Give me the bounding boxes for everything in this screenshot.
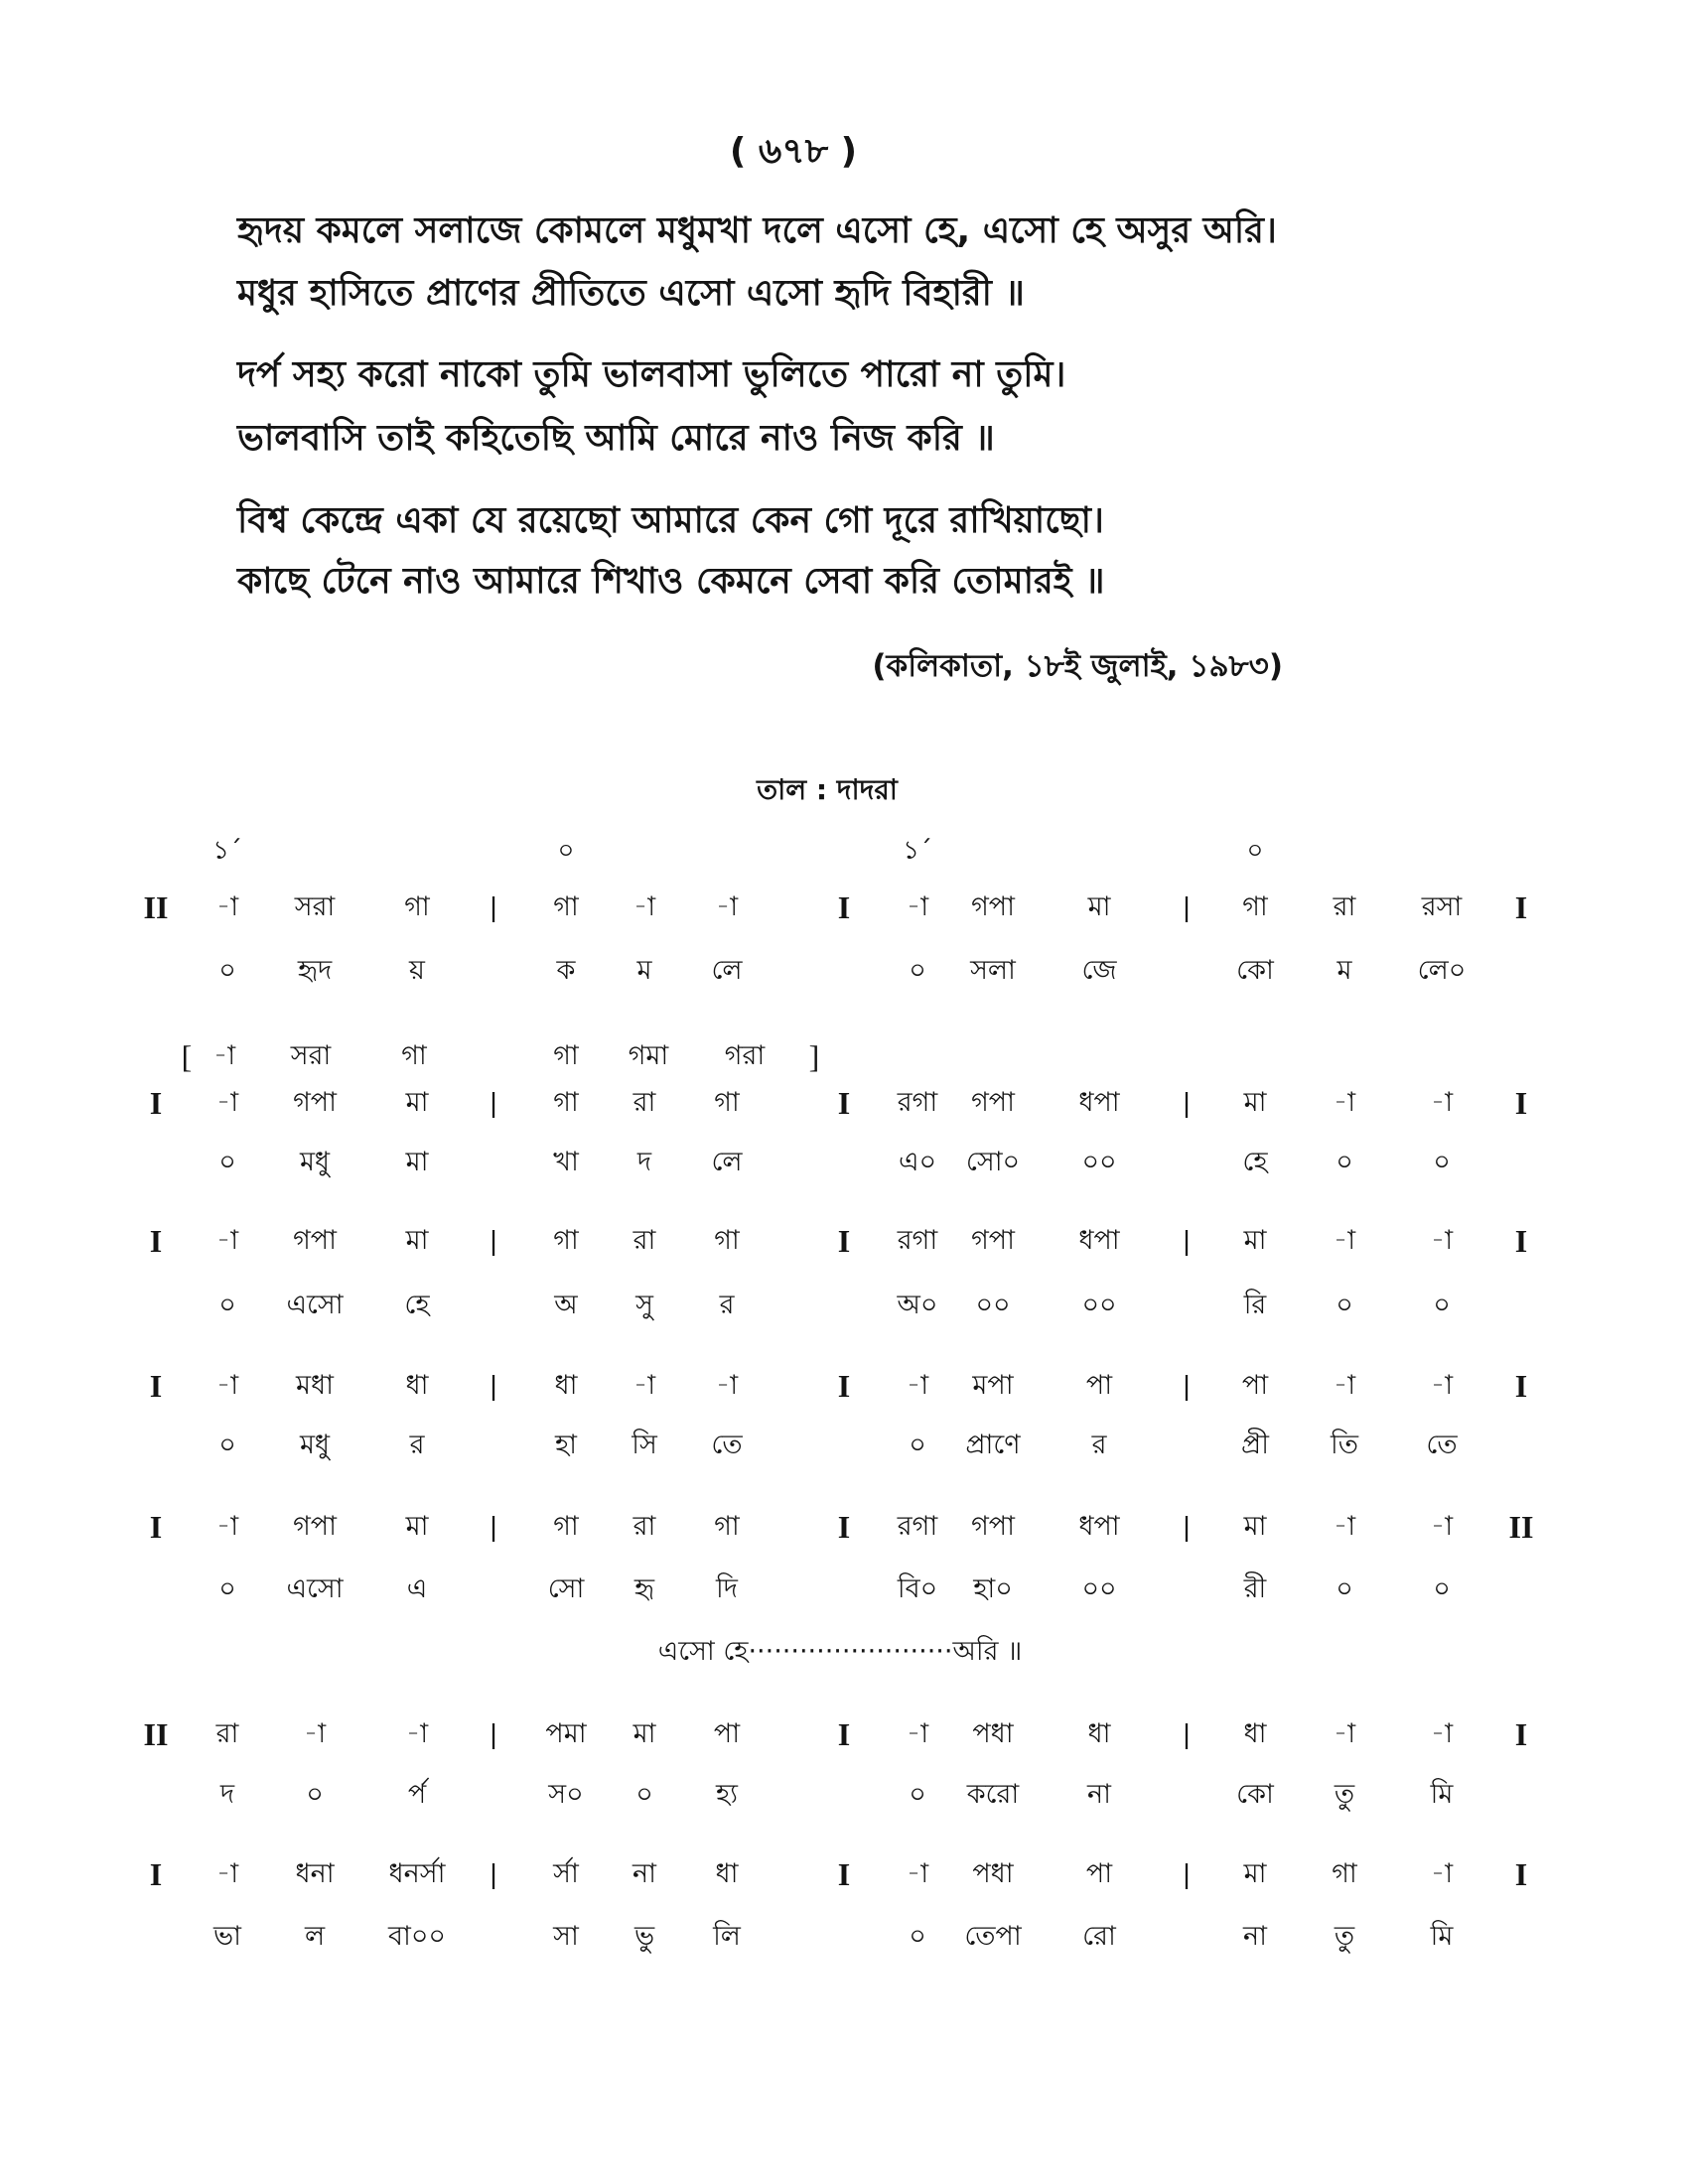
beat-mark: ১´: [903, 836, 932, 866]
place-date: (কলিকাতা, ১৮ই জুলাই, ১৯৮৩): [872, 648, 1283, 684]
barline: I: [1514, 1716, 1528, 1752]
swara-cell: ধা: [1243, 1718, 1267, 1749]
lyric-syllable: এসো: [286, 1290, 344, 1320]
swara-cell: গা: [553, 1040, 579, 1071]
barline: I: [837, 1223, 851, 1259]
swara-cell: ধপা: [1078, 1087, 1120, 1118]
lyric-syllable: তে: [1426, 1430, 1458, 1460]
lyric-syllable: ম: [1336, 955, 1352, 986]
beat-divider: |: [1183, 1858, 1191, 1889]
lyric-line: বিশ্ব কেন্দ্রে একা যে রয়েছো আমারে কেন গো দূরে রাখিয়াছো।: [237, 500, 1104, 541]
swara-cell: রগা: [897, 1087, 938, 1118]
swara-cell: ধা: [715, 1858, 739, 1889]
lyric-syllable: তু: [1334, 1779, 1355, 1810]
lyric-syllable: ল: [304, 1921, 326, 1952]
lyric-syllable: মধু: [299, 1147, 331, 1177]
swara-cell: ধপা: [1078, 1511, 1120, 1542]
double-barline: II: [143, 889, 169, 925]
swara-cell: গা: [1242, 891, 1268, 922]
lyric-syllable: না: [1243, 1921, 1267, 1952]
lyric-syllable: কো: [1236, 1779, 1274, 1810]
lyric-syllable: এ০: [898, 1147, 937, 1177]
lyric-syllable: লি: [713, 1921, 741, 1952]
lyric-syllable: মধু: [299, 1430, 331, 1460]
lyric-syllable: বি০: [897, 1573, 938, 1604]
lyric-syllable: ০০: [1081, 1290, 1117, 1320]
swara-cell: গা: [714, 1087, 740, 1118]
swara-cell: সরা: [290, 1040, 332, 1071]
lyric-syllable: লে: [711, 1147, 743, 1177]
beat-divider: |: [490, 1858, 497, 1889]
swara-cell: রা: [633, 1225, 656, 1256]
lyric-syllable: সু: [635, 1290, 653, 1320]
swara-cell: পধা: [972, 1858, 1014, 1889]
swara-cell: -া: [906, 1858, 929, 1889]
swara-cell: মা: [405, 1225, 429, 1256]
swara-cell: -া: [906, 1718, 929, 1749]
swara-cell: গপা: [971, 1087, 1015, 1118]
lyric-syllable: সা: [553, 1921, 579, 1952]
lyric-syllable: লে০: [1417, 955, 1467, 986]
lyric-syllable: তু: [1334, 1921, 1355, 1952]
lyric-syllable: দ: [636, 1147, 652, 1177]
lyric-syllable: ০: [1336, 1147, 1353, 1177]
lyric-line: ভালবাসি তাই কহিতেছি আমি মোরে নাও নিজ করি ॥: [237, 418, 995, 459]
swara-cell: গপা: [971, 1511, 1015, 1542]
swara-cell: মা: [405, 1511, 429, 1542]
lyric-syllable: হ্য: [715, 1779, 738, 1810]
lyric-line: মধুর হাসিতে প্রাণের প্রীতিতে এসো এসো হৃদি বিহারী ॥: [237, 273, 1025, 314]
swara-cell: -া: [1333, 1511, 1356, 1542]
swara-cell: মা: [405, 1087, 429, 1118]
swara-cell: -া: [906, 891, 929, 922]
lyric-syllable: এ: [406, 1573, 428, 1604]
barline: I: [837, 1716, 851, 1752]
lyric-syllable: হৃ: [633, 1573, 655, 1604]
swara-cell: -া: [715, 891, 739, 922]
tala-heading: তাল : দাদরা: [757, 773, 898, 806]
swara-cell: -া: [715, 1370, 739, 1401]
barline: I: [1514, 889, 1528, 925]
swara-cell: -া: [215, 891, 239, 922]
barline: I: [837, 1368, 851, 1404]
swara-cell: ধা: [554, 1370, 578, 1401]
beat-mark: ১´: [212, 836, 242, 866]
lyric-syllable: ০০: [1081, 1147, 1117, 1177]
swara-cell: পা: [713, 1718, 741, 1749]
lyric-syllable: জে: [1081, 955, 1117, 986]
lyric-syllable: খা: [553, 1147, 579, 1177]
lyric-syllable: ০০: [975, 1290, 1011, 1320]
lyric-syllable: রী: [1243, 1573, 1267, 1604]
swara-cell: -া: [215, 1225, 239, 1256]
swara-cell: পা: [1241, 1370, 1269, 1401]
swara-cell: গা: [553, 1087, 579, 1118]
lyric-syllable: ০: [218, 1573, 236, 1604]
lyric-syllable: লে: [711, 955, 743, 986]
swara-cell: গপা: [971, 891, 1015, 922]
double-barline: II: [143, 1716, 169, 1752]
swara-cell: -া: [215, 1370, 239, 1401]
swara-cell: -া: [1430, 1225, 1454, 1256]
lyric-syllable: বা০০: [388, 1921, 446, 1952]
lyric-syllable: ০: [218, 955, 236, 986]
swara-cell: -া: [215, 1087, 239, 1118]
lyric-syllable: অ: [554, 1290, 578, 1320]
swara-cell: রা: [215, 1718, 239, 1749]
barline: I: [837, 1085, 851, 1121]
swara-cell: -া: [1333, 1087, 1356, 1118]
lyric-syllable: সি: [632, 1430, 657, 1460]
swara-cell: -া: [1430, 1858, 1454, 1889]
swara-cell: -া: [1333, 1718, 1356, 1749]
swara-cell: মা: [1243, 1087, 1267, 1118]
swara-cell: -া: [1430, 1370, 1454, 1401]
lyric-syllable: করো: [966, 1779, 1020, 1810]
swara-cell: মপা: [972, 1370, 1014, 1401]
swara-cell: গপা: [293, 1087, 337, 1118]
lyric-syllable: র্প: [407, 1779, 427, 1810]
swara-cell: -া: [215, 1858, 239, 1889]
barline: I: [149, 1085, 163, 1121]
swara-cell: মধা: [296, 1370, 334, 1401]
swara-cell: -া: [303, 1718, 327, 1749]
barline: I: [837, 1509, 851, 1545]
swara-cell: না: [633, 1858, 656, 1889]
swara-cell: গা: [401, 1040, 427, 1071]
beat-divider: |: [1183, 1087, 1191, 1118]
lyric-syllable: দি: [716, 1573, 738, 1604]
swara-cell: রা: [1333, 891, 1356, 922]
barline: I: [149, 1509, 163, 1545]
swara-cell: ধপা: [1078, 1225, 1120, 1256]
lyric-syllable: ০: [909, 1430, 926, 1460]
lyric-syllable: কো: [1236, 955, 1274, 986]
lyric-syllable: ০: [218, 1147, 236, 1177]
swara-cell: গপা: [293, 1511, 337, 1542]
swara-cell: -া: [212, 1040, 236, 1071]
swara-cell: মা: [633, 1718, 656, 1749]
lyric-syllable: সলা: [970, 955, 1016, 986]
lyric-syllable: র: [719, 1290, 735, 1320]
swara-cell: গা: [553, 891, 579, 922]
swara-cell: পা: [1085, 1858, 1113, 1889]
lyric-syllable: ০: [1433, 1290, 1451, 1320]
swara-cell: ধনর্সা: [388, 1858, 446, 1889]
lyric-syllable: হৃদ: [297, 955, 333, 986]
swara-cell: গা: [553, 1225, 579, 1256]
lyric-syllable: র: [409, 1430, 425, 1460]
barline: I: [1514, 1085, 1528, 1121]
beat-mark: ০: [1246, 836, 1264, 866]
swara-cell: গা: [714, 1511, 740, 1542]
swara-cell: ধা: [405, 1370, 429, 1401]
barline: I: [149, 1856, 163, 1892]
lyric-syllable: মি: [1430, 1921, 1454, 1952]
barline: I: [149, 1223, 163, 1259]
swara-cell: -া: [633, 1370, 656, 1401]
swara-cell: মা: [1087, 891, 1111, 922]
swara-cell: -া: [1430, 1511, 1454, 1542]
lyric-syllable: ক: [556, 955, 576, 986]
lyric-syllable: ০: [218, 1430, 236, 1460]
beat-divider: |: [490, 891, 497, 922]
swara-cell: -া: [405, 1718, 429, 1749]
lyric-line: কাছে টেনে নাও আমারে শিখাও কেমনে সেবা করি তোমারই ॥: [237, 561, 1105, 602]
lyric-syllable: ০: [218, 1290, 236, 1320]
lyric-syllable: ভু: [633, 1921, 655, 1952]
lyric-syllable: ০: [909, 1779, 926, 1810]
beat-divider: |: [1183, 1225, 1191, 1256]
lyric-syllable: হা: [554, 1430, 577, 1460]
lyric-syllable: মা: [405, 1147, 429, 1177]
swara-cell: -া: [1430, 1087, 1454, 1118]
lyric-syllable: ০: [1433, 1147, 1451, 1177]
lyric-syllable: প্রাণে: [965, 1430, 1021, 1460]
swara-cell: গা: [553, 1511, 579, 1542]
beat-divider: |: [490, 1370, 497, 1401]
lyric-syllable: তেপা: [964, 1921, 1022, 1952]
lyric-syllable: র: [1091, 1430, 1107, 1460]
lyric-syllable: রি: [1243, 1290, 1267, 1320]
swara-cell: -া: [633, 891, 656, 922]
lyric-line: হৃদয় কমলে সলাজে কোমলে মধুমখা দলে এসো হে, এসো হে অসুর অরি।: [237, 210, 1277, 251]
swara-cell: মা: [1243, 1225, 1267, 1256]
swara-cell: গপা: [971, 1225, 1015, 1256]
lyric-syllable: অ০: [897, 1290, 938, 1320]
swara-cell: পমা: [545, 1718, 587, 1749]
swara-cell: রা: [633, 1511, 656, 1542]
lyric-syllable: রো: [1082, 1921, 1116, 1952]
alternate-open-bracket: [: [181, 1038, 193, 1074]
barline: I: [149, 1368, 163, 1404]
beat-divider: |: [490, 1718, 497, 1749]
beat-divider: |: [1183, 1511, 1191, 1542]
lyric-syllable: ০: [1433, 1573, 1451, 1604]
lyric-syllable: তে: [711, 1430, 743, 1460]
beat-divider: |: [490, 1225, 497, 1256]
beat-divider: |: [1183, 1370, 1191, 1401]
lyric-syllable: ম: [636, 955, 652, 986]
lyric-syllable: ভা: [213, 1921, 241, 1952]
beat-mark: ০: [557, 836, 575, 866]
lyric-syllable: ০: [909, 1921, 926, 1952]
swara-cell: মা: [1243, 1858, 1267, 1889]
lyric-syllable: হে: [404, 1290, 430, 1320]
barline: I: [1514, 1856, 1528, 1892]
swara-cell: সরা: [294, 891, 336, 922]
return-line: এসো হে························অরি ॥: [657, 1636, 1023, 1667]
lyric-syllable: এসো: [286, 1573, 344, 1604]
swara-cell: গরা: [724, 1040, 766, 1071]
barline: I: [837, 889, 851, 925]
swara-cell: রগা: [897, 1511, 938, 1542]
swara-cell: র্সা: [553, 1858, 579, 1889]
lyric-syllable: ০: [635, 1779, 653, 1810]
swara-cell: ধনা: [295, 1858, 335, 1889]
swara-cell: গা: [404, 891, 430, 922]
lyric-line: দর্প সহ্য করো নাকো তুমি ভালবাসা ভুলিতে পারো না তুমি।: [237, 354, 1066, 395]
lyric-syllable: হে: [1242, 1147, 1268, 1177]
swara-cell: গা: [714, 1225, 740, 1256]
lyric-syllable: ০: [1336, 1290, 1353, 1320]
lyric-syllable: ০: [306, 1779, 324, 1810]
swara-cell: গমা: [628, 1040, 669, 1071]
lyric-syllable: য়: [409, 955, 425, 986]
double-barline: II: [1508, 1509, 1534, 1545]
swara-cell: -া: [1333, 1370, 1356, 1401]
swara-cell: রা: [633, 1087, 656, 1118]
swara-cell: মা: [1243, 1511, 1267, 1542]
lyric-syllable: হা০: [973, 1573, 1013, 1604]
lyric-syllable: স০: [548, 1779, 584, 1810]
swara-cell: গা: [1332, 1858, 1357, 1889]
swara-cell: -া: [215, 1511, 239, 1542]
alternate-close-bracket: ]: [808, 1038, 820, 1074]
swara-cell: -া: [906, 1370, 929, 1401]
lyric-syllable: ০: [1336, 1573, 1353, 1604]
beat-divider: |: [1183, 891, 1191, 922]
lyric-syllable: ০: [909, 955, 926, 986]
lyric-syllable: ০০: [1081, 1573, 1117, 1604]
beat-divider: |: [490, 1087, 497, 1118]
lyric-syllable: তি: [1331, 1430, 1358, 1460]
swara-cell: রগা: [897, 1225, 938, 1256]
page-number: ( ৬৭৮ ): [729, 131, 858, 172]
barline: I: [837, 1856, 851, 1892]
swara-cell: -া: [1333, 1225, 1356, 1256]
lyric-syllable: না: [1087, 1779, 1111, 1810]
beat-divider: |: [490, 1511, 497, 1542]
lyric-syllable: দ: [219, 1779, 235, 1810]
barline: I: [1514, 1368, 1528, 1404]
swara-cell: গপা: [293, 1225, 337, 1256]
swara-cell: পধা: [972, 1718, 1014, 1749]
swara-cell: পা: [1085, 1370, 1113, 1401]
lyric-syllable: সো০: [965, 1147, 1021, 1177]
lyric-syllable: প্রী: [1241, 1430, 1269, 1460]
lyric-syllable: মি: [1430, 1779, 1454, 1810]
barline: I: [1514, 1223, 1528, 1259]
swara-cell: ধা: [1087, 1718, 1111, 1749]
swara-cell: -া: [1430, 1718, 1454, 1749]
swara-cell: রসা: [1421, 891, 1463, 922]
beat-divider: |: [1183, 1718, 1191, 1749]
lyric-syllable: সো: [547, 1573, 585, 1604]
